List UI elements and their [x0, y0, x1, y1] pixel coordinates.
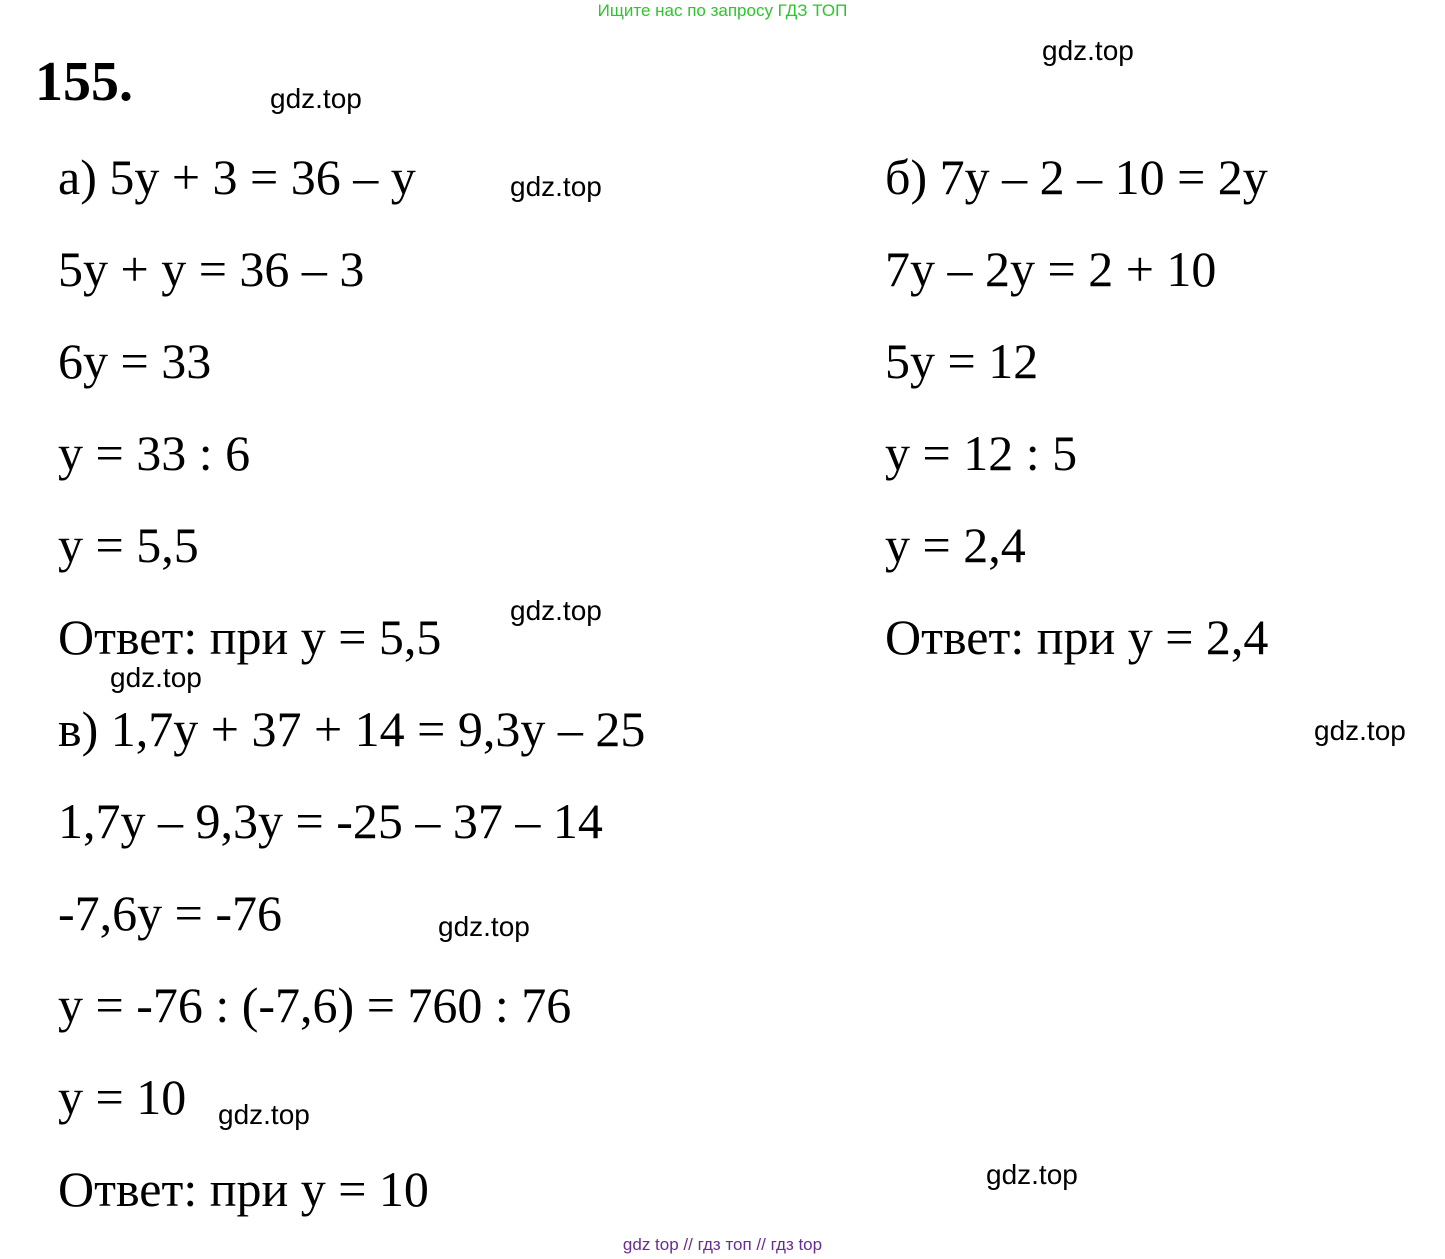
part-a-line-3: 6y = 33 — [58, 333, 212, 389]
watermark: gdz.top — [270, 83, 362, 114]
footer-links: gdz top // гдз топ // гдз top — [622, 1235, 823, 1254]
watermark: gdz.top — [510, 595, 602, 626]
part-v-line-4: y = -76 : (-7,6) = 760 : 76 — [58, 977, 572, 1033]
part-v-answer: Ответ: при y = 10 — [58, 1161, 429, 1217]
part-b-line-3: 5y = 12 — [885, 333, 1039, 389]
watermark: gdz.top — [1314, 715, 1406, 746]
part-a-line-4: y = 33 : 6 — [58, 425, 251, 481]
problem-number: 155. — [35, 51, 133, 113]
watermark: gdz.top — [510, 171, 602, 202]
part-b-line-2: 7y – 2y = 2 + 10 — [885, 241, 1217, 297]
part-b-line-1: б) 7y – 2 – 10 = 2y — [885, 149, 1268, 205]
part-b-answer: Ответ: при y = 2,4 — [885, 609, 1269, 665]
part-v-line-5: y = 10 — [58, 1069, 187, 1125]
watermark: gdz.top — [218, 1099, 310, 1130]
watermark: gdz.top — [986, 1159, 1078, 1190]
part-v-line-2: 1,7y – 9,3y = -25 – 37 – 14 — [58, 793, 603, 849]
part-a-line-2: 5y + y = 36 – 3 — [58, 241, 365, 297]
part-v-line-1: в) 1,7y + 37 + 14 = 9,3y – 25 — [58, 701, 646, 757]
watermark: gdz.top — [438, 911, 530, 942]
part-b-line-5: y = 2,4 — [885, 517, 1026, 573]
part-a-line-1: а) 5y + 3 = 36 – y — [58, 149, 416, 205]
part-a-line-5: y = 5,5 — [58, 517, 199, 573]
watermark: gdz.top — [110, 662, 202, 693]
part-a-answer: Ответ: при y = 5,5 — [58, 609, 442, 665]
part-b-line-4: y = 12 : 5 — [885, 425, 1078, 481]
search-banner: Ищите нас по запросу ГДЗ ТОП — [597, 1, 848, 20]
part-v-line-3: -7,6y = -76 — [58, 885, 282, 941]
watermark: gdz.top — [1042, 35, 1134, 66]
